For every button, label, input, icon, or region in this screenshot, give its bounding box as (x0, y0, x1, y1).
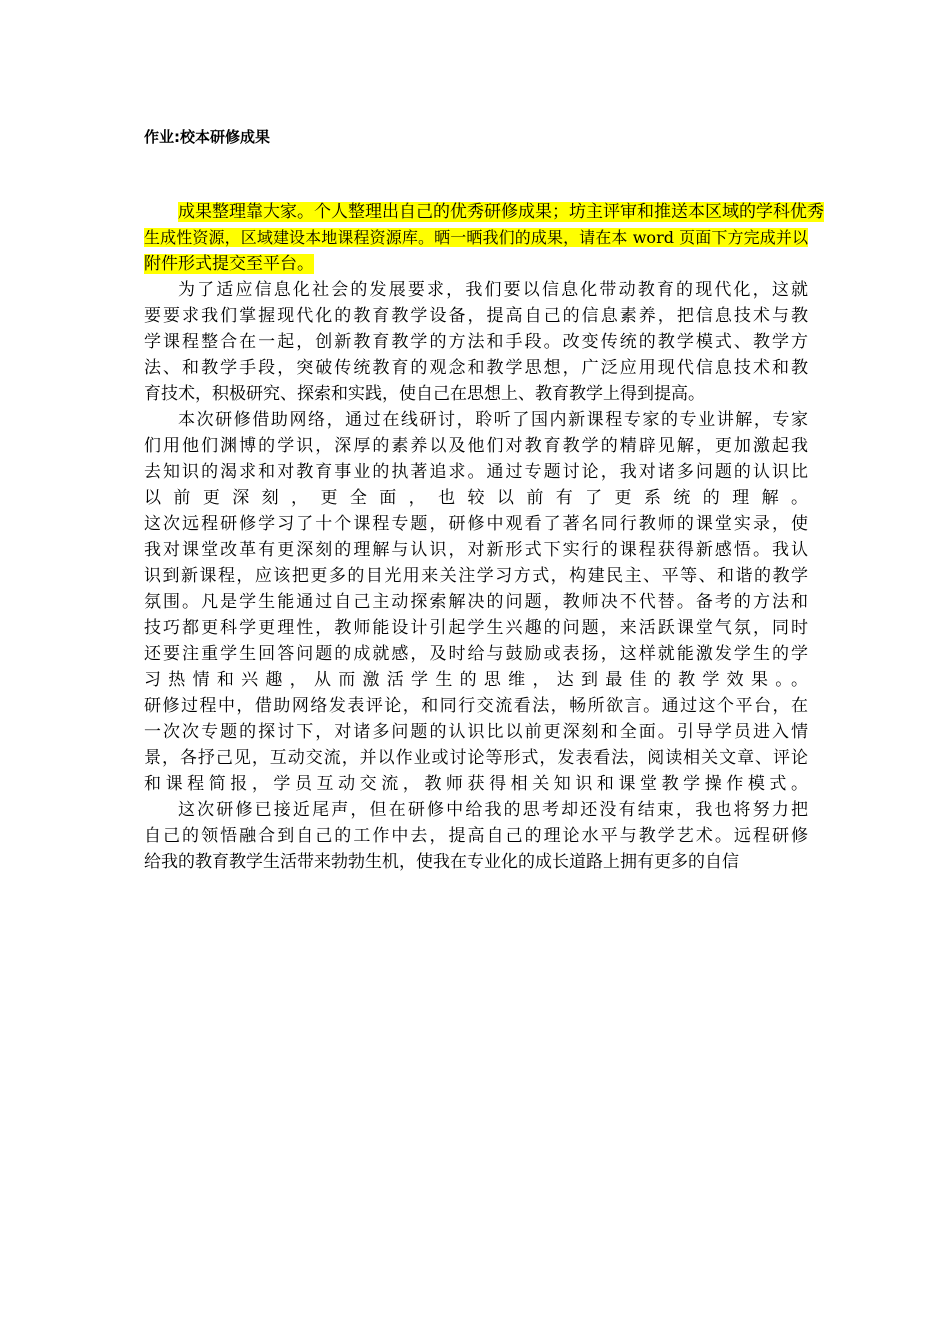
instruction-paragraph (144, 199, 824, 277)
paragraph-2 (144, 407, 808, 797)
text-line: 要要求我们掌握现代化的教育教学设备，提高自己的信息素养，把信息技术与教 (144, 306, 808, 326)
instruction-line: 成果整理靠大家。个人整理出自己的优秀研修成果；坊主评审和推送本区域的学科优秀 (178, 202, 824, 222)
text-line: 给我的教育教学生活带来勃勃生机，使我在专业化的成长道路上拥有更多的自信 (144, 852, 739, 872)
text-line: 们用他们渊博的学识，深厚的素养以及他们对教育教学的精辟见解，更加激起我 (144, 436, 808, 456)
document-body (144, 199, 824, 875)
text-line: 研修过程中，借助网络发表评论，和同行交流看法，畅所欲言。通过这个平台，在 (144, 696, 808, 716)
text-line: 识到新课程，应该把更多的目光用来关注学习方式，构建民主、平等、和谐的教学 (144, 566, 808, 586)
text-line: 本次研修借助网络，通过在线研讨，聆听了国内新课程专家的专业讲解，专家 (178, 410, 808, 430)
text-line: 和课程简报，学员互动交流，教师获得相关知识和课堂教学操作模式。 (144, 774, 808, 794)
instruction-line: 生成性资源，区域建设本地课程资源库。晒一晒我们的成果，请在本 word 页面下方完成并以 (144, 228, 808, 247)
text-line: 学课程整合在一起，创新教育教学的方法和手段。改变传统的教学模式、教学方 (144, 332, 808, 352)
text-line: 景，各抒己见，互动交流，并以作业或讨论等形式，发表看法，阅读相关文章、评论 (144, 748, 808, 768)
instruction-line: 附件形式提交至平台。 (144, 254, 314, 274)
text-line: 技巧都更科学更理性，教师能设计引起学生兴趣的问题，来活跃课堂气氛，同时 (144, 618, 808, 638)
text-line: 一次次专题的探讨下，对诸多问题的认识比以前更深刻和全面。引导学员进入情 (144, 722, 808, 742)
text-line: 我对课堂改革有更深刻的理解与认识，对新形式下实行的课程获得新感悟。我认 (144, 540, 808, 560)
text-line: 这次远程研修学习了十个课程专题，研修中观看了著名同行教师的课堂实录，使 (144, 514, 808, 534)
text-line: 育技术，积极研究、探索和实践，使自己在思想上、教育教学上得到提高。 (144, 384, 705, 404)
text-line: 为了适应信息化社会的发展要求，我们要以信息化带动教育的现代化，这就 (178, 280, 808, 300)
paragraph-3 (144, 797, 808, 875)
text-line: 还要注重学生回答问题的成就感，及时给与鼓励或表扬，这样就能激发学生的学 (144, 644, 808, 664)
text-line: 氛围。凡是学生能通过自己主动探索解决的问题，教师决不代替。备考的方法和 (144, 592, 808, 612)
text-line: 以前更深刻，更全面，也较以前有了更系统的理解。 (144, 488, 808, 508)
paragraph-1 (144, 277, 808, 407)
text-line: 这次研修已接近尾声，但在研修中给我的思考却还没有结束，我也将努力把 (178, 800, 808, 820)
text-line: 习热情和兴趣，从而激活学生的思维，达到最佳的教学效果。。 (144, 670, 808, 690)
text-line: 法、和教学手段，突破传统教育的观念和教学思想，广泛应用现代信息技术和教 (144, 358, 808, 378)
document-title: 作业:校本研修成果 (144, 128, 270, 146)
text-line: 自己的领悟融合到自己的工作中去，提高自己的理论水平与教学艺术。远程研修 (144, 826, 808, 846)
text-line: 去知识的渴求和对教育事业的执著追求。通过专题讨论，我对诸多问题的认识比 (144, 462, 808, 482)
